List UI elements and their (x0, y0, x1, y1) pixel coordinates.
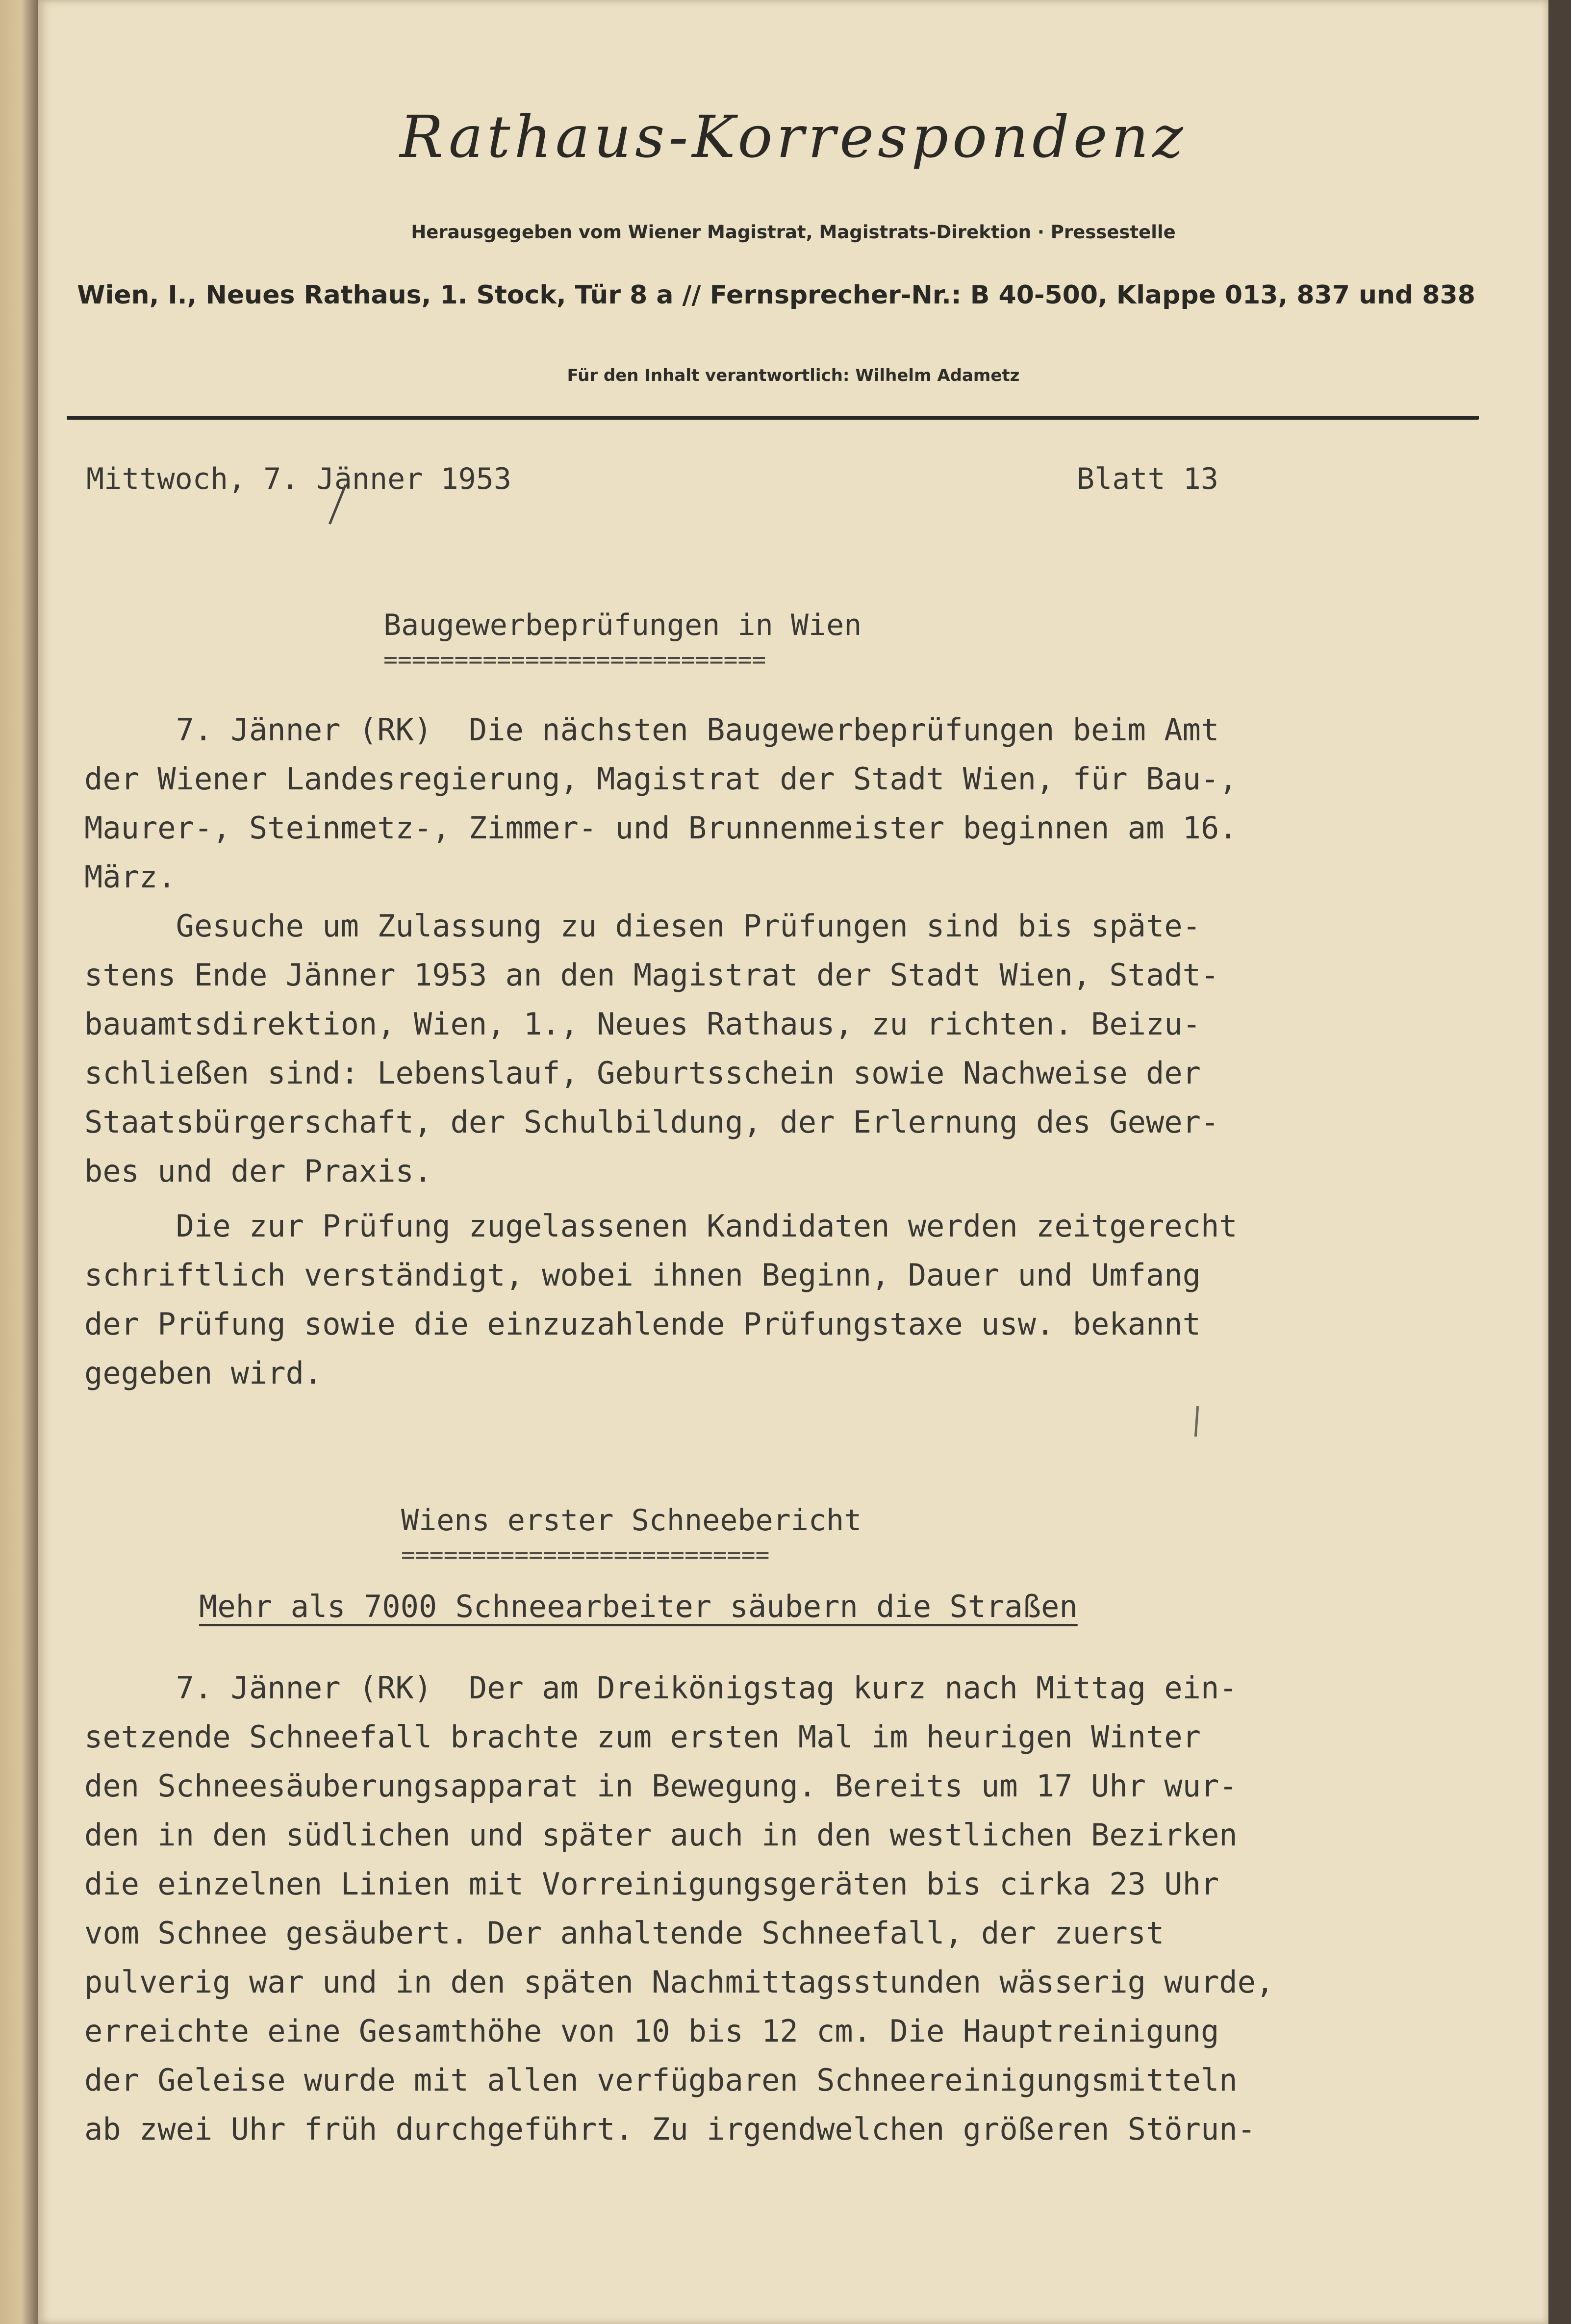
article2-line: erreichte eine Gesamthöhe von 10 bis 12 cm. Die Hauptreinigung (84, 2013, 1219, 2049)
article1-line: der Wiener Landesregierung, Magistrat der Stadt Wien, für Bau-, (84, 761, 1238, 797)
masthead-divider (67, 416, 1479, 420)
article1-line: der Prüfung sowie die einzuzahlende Prüfungstaxe usw. bekannt (84, 1306, 1201, 1342)
article2-line: vom Schnee gesäubert. Der anhaltende Schneefall, der zuerst (84, 1915, 1165, 1951)
article2-line: der Geleise wurde mit allen verfügbaren Schneereinigungsmitteln (84, 2062, 1238, 2098)
article2-line: pulverig war und in den späten Nachmittagsstunden wässerig wurde, (84, 1964, 1274, 2000)
masthead-address: Wien, I., Neues Rathaus, 1. Stock, Tür 8 a // Fernsprecher-Nr.: B 40-500, Klappe 013, 837 und 838 (77, 280, 1475, 310)
article1-line: Die zur Prüfung zugelassenen Kandidaten werden zeitgerecht (84, 1208, 1238, 1244)
article2-line: 7. Jänner (RK) Der am Dreikönigstag kurz nach Mittag ein- (84, 1670, 1238, 1706)
article2-line: den Schneesäuberungsapparat in Bewegung. Bereits um 17 Uhr wur- (84, 1768, 1238, 1804)
article1-line: Gesuche um Zulassung zu diesen Prüfungen sind bis späte- (84, 908, 1201, 944)
binding-background (1548, 0, 1571, 2324)
article1-line: Staatsbürgerschaft, der Schulbildung, der Erlernung des Gewer- (84, 1104, 1219, 1140)
article1-line: Maurer-, Steinmetz-, Zimmer- und Brunnenmeister beginnen am 16. (84, 810, 1238, 846)
masthead-title: Rathaus-Korrespondenz (400, 103, 1187, 171)
article1-line: bes und der Praxis. (84, 1153, 432, 1189)
masthead-publisher: Herausgegeben vom Wiener Magistrat, Magistrats-Direktion · Pressestelle (411, 222, 1176, 243)
article2-headline-rule: ========================== (401, 1541, 770, 1569)
article2-line: setzende Schneefall brachte zum ersten Mal im heurigen Winter (84, 1719, 1201, 1755)
article2-line: die einzelnen Linien mit Vorreinigungsgeräten bis cirka 23 Uhr (84, 1866, 1219, 1902)
article2-line: den in den südlichen und später auch in den westlichen Bezirken (84, 1817, 1238, 1853)
issue-date: Mittwoch, 7. Jänner 1953 (86, 462, 511, 496)
article1-line: 7. Jänner (RK) Die nächsten Baugewerbeprüfungen beim Amt (84, 712, 1219, 748)
article1-line: bauamtsdirektion, Wien, 1., Neues Rathaus, zu richten. Beizu- (84, 1006, 1201, 1042)
article2-subheadline: Mehr als 7000 Schneearbeiter säubern die Straßen (199, 1589, 1078, 1624)
document-page (38, 0, 1548, 2324)
article1-line: schriftlich verständigt, wobei ihnen Beginn, Dauer und Umfang (84, 1257, 1201, 1293)
previous-page-edge (0, 0, 38, 2324)
pencil-mark (1194, 1406, 1199, 1437)
masthead-responsible: Für den Inhalt verantwortlich: Wilhelm Adametz (567, 366, 1020, 385)
article1-headline: Baugewerbeprüfungen in Wien (383, 608, 862, 642)
article1-line: schließen sind: Lebenslauf, Geburtsschein sowie Nachweise der (84, 1055, 1201, 1091)
article2-line: ab zwei Uhr früh durchgeführt. Zu irgendwelchen größeren Störun- (84, 2111, 1256, 2147)
article1-line: gegeben wird. (84, 1355, 323, 1391)
article1-line: März. (84, 859, 176, 895)
article1-headline-rule: =========================== (383, 646, 766, 674)
article1-line: stens Ende Jänner 1953 an den Magistrat der Stadt Wien, Stadt- (84, 957, 1219, 993)
article2-headline: Wiens erster Schneebericht (401, 1503, 862, 1538)
sheet-number: Blatt 13 (1077, 462, 1218, 496)
